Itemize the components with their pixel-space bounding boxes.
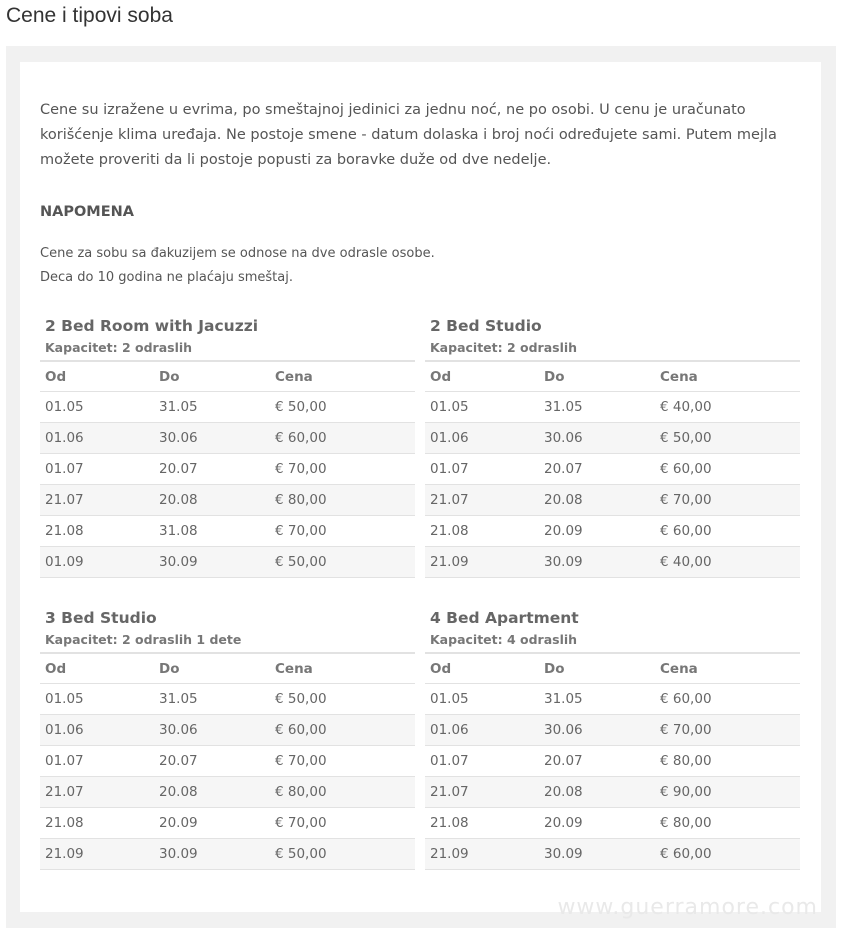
table-row [425,777,800,808]
room-price-table [40,316,415,578]
table-row [40,777,415,808]
date-to-cell: 20.08 [539,485,655,516]
price-table [425,652,800,870]
date-to-cell: 30.09 [539,547,655,578]
col-header-to: Do [154,653,270,684]
date-from-cell: 01.06 [425,423,539,454]
table-row [425,808,800,839]
date-from-cell: 01.07 [40,454,154,485]
table-row [425,485,800,516]
date-from-cell: 01.05 [40,684,154,715]
table-row [40,423,415,454]
date-to-cell: 30.09 [539,839,655,870]
table-row [40,746,415,777]
price-cell: € 50,00 [270,839,415,870]
date-to-cell: 30.06 [154,423,270,454]
col-header-price: Cena [655,653,800,684]
price-cell: € 60,00 [655,839,800,870]
table-row [40,516,415,547]
table-row [40,684,415,715]
date-from-cell: 21.09 [425,547,539,578]
table-header-row [425,361,800,392]
date-to-cell: 20.09 [539,808,655,839]
date-to-cell: 30.06 [154,715,270,746]
date-from-cell: 21.09 [40,839,154,870]
pricing-card [20,62,821,912]
table-row [40,485,415,516]
price-cell: € 60,00 [655,684,800,715]
price-cell: € 40,00 [655,547,800,578]
room-capacity: Kapacitet: 2 odraslih 1 dete [45,632,242,647]
price-cell: € 80,00 [655,808,800,839]
table-row [40,547,415,578]
date-from-cell: 21.07 [40,485,154,516]
price-cell: € 60,00 [270,423,415,454]
date-to-cell: 31.05 [154,392,270,423]
room-price-table [425,316,800,578]
price-cell: € 70,00 [270,746,415,777]
date-to-cell: 20.07 [154,746,270,777]
date-from-cell: 21.07 [425,777,539,808]
date-from-cell: 21.09 [425,839,539,870]
price-cell: € 70,00 [655,485,800,516]
date-to-cell: 30.09 [154,839,270,870]
table-row [425,715,800,746]
room-capacity: Kapacitet: 2 odraslih [45,340,193,355]
table-header-row [40,653,415,684]
room-capacity: Kapacitet: 4 odraslih [430,632,578,647]
room-name: 4 Bed Apartment [430,609,579,627]
room-name: 3 Bed Studio [45,609,157,627]
price-cell: € 50,00 [655,423,800,454]
col-header-to: Do [539,653,655,684]
col-header-to: Do [154,361,270,392]
date-to-cell: 30.09 [154,547,270,578]
date-from-cell: 21.08 [40,516,154,547]
content-panel [6,46,836,928]
date-from-cell: 21.07 [40,777,154,808]
date-to-cell: 20.07 [154,454,270,485]
price-cell: € 70,00 [270,516,415,547]
room-price-table [425,608,800,870]
price-cell: € 80,00 [270,485,415,516]
price-cell: € 70,00 [655,715,800,746]
date-from-cell: 01.09 [40,547,154,578]
table-row [425,392,800,423]
date-from-cell: 01.06 [40,715,154,746]
price-table [40,360,415,578]
price-cell: € 60,00 [655,516,800,547]
col-header-from: Od [40,361,154,392]
price-cell: € 50,00 [270,547,415,578]
date-to-cell: 20.08 [539,777,655,808]
price-cell: € 80,00 [655,746,800,777]
table-row [425,746,800,777]
date-from-cell: 01.06 [425,715,539,746]
price-table [425,360,800,578]
room-name: 2 Bed Studio [430,317,542,335]
date-from-cell: 01.05 [40,392,154,423]
note-line: Cene za sobu sa đakuzijem se odnose na dve odrasle osobe. [40,246,435,261]
table-row [40,839,415,870]
col-header-from: Od [425,653,539,684]
note-text [40,242,435,290]
note-heading: NAPOMENA [40,204,135,220]
date-to-cell: 20.09 [539,516,655,547]
table-row [40,808,415,839]
page-title: Cene i tipovi soba [6,4,173,27]
date-from-cell: 01.05 [425,684,539,715]
price-cell: € 50,00 [270,392,415,423]
intro-text: Cene su izražene u evrima, po smeštajnoj jedinici za jednu noć, ne po osobi. U cenu je uračunato korišćenje klima uređaja. Ne postoje smene - datum dolaska i broj noći određujete sami. Putem mejla možete proveriti da li postoje popusti za boravke duže od dve nedelje. [40,102,777,168]
date-from-cell: 01.07 [425,454,539,485]
table-row [425,839,800,870]
col-header-price: Cena [270,361,415,392]
col-header-from: Od [425,361,539,392]
price-cell: € 60,00 [270,715,415,746]
price-cell: € 90,00 [655,777,800,808]
date-to-cell: 30.06 [539,715,655,746]
table-row [425,516,800,547]
table-row [40,392,415,423]
price-table [40,652,415,870]
watermark: www.guerramore.com [557,895,818,920]
price-cell: € 50,00 [270,684,415,715]
table-row [40,454,415,485]
room-price-table [40,608,415,870]
date-to-cell: 30.06 [539,423,655,454]
date-from-cell: 21.08 [425,808,539,839]
date-to-cell: 31.05 [154,684,270,715]
date-to-cell: 31.05 [539,684,655,715]
date-from-cell: 21.08 [425,516,539,547]
date-from-cell: 01.07 [425,746,539,777]
table-row [425,454,800,485]
table-row [425,423,800,454]
table-row [425,547,800,578]
date-to-cell: 31.05 [539,392,655,423]
date-from-cell: 21.07 [425,485,539,516]
price-cell: € 40,00 [655,392,800,423]
room-name: 2 Bed Room with Jacuzzi [45,317,259,335]
date-from-cell: 01.05 [425,392,539,423]
room-capacity: Kapacitet: 2 odraslih [430,340,578,355]
date-to-cell: 31.08 [154,516,270,547]
date-to-cell: 20.07 [539,454,655,485]
col-header-from: Od [40,653,154,684]
date-from-cell: 01.07 [40,746,154,777]
note-line: Deca do 10 godina ne plaćaju smeštaj. [40,270,293,285]
price-cell: € 80,00 [270,777,415,808]
price-cell: € 60,00 [655,454,800,485]
col-header-price: Cena [270,653,415,684]
date-to-cell: 20.09 [154,808,270,839]
table-header-row [425,653,800,684]
table-row [40,715,415,746]
date-to-cell: 20.07 [539,746,655,777]
table-header-row [40,361,415,392]
col-header-price: Cena [655,361,800,392]
col-header-to: Do [539,361,655,392]
date-from-cell: 21.08 [40,808,154,839]
date-to-cell: 20.08 [154,485,270,516]
date-from-cell: 01.06 [40,423,154,454]
date-to-cell: 20.08 [154,777,270,808]
price-cell: € 70,00 [270,454,415,485]
table-row [425,684,800,715]
price-cell: € 70,00 [270,808,415,839]
